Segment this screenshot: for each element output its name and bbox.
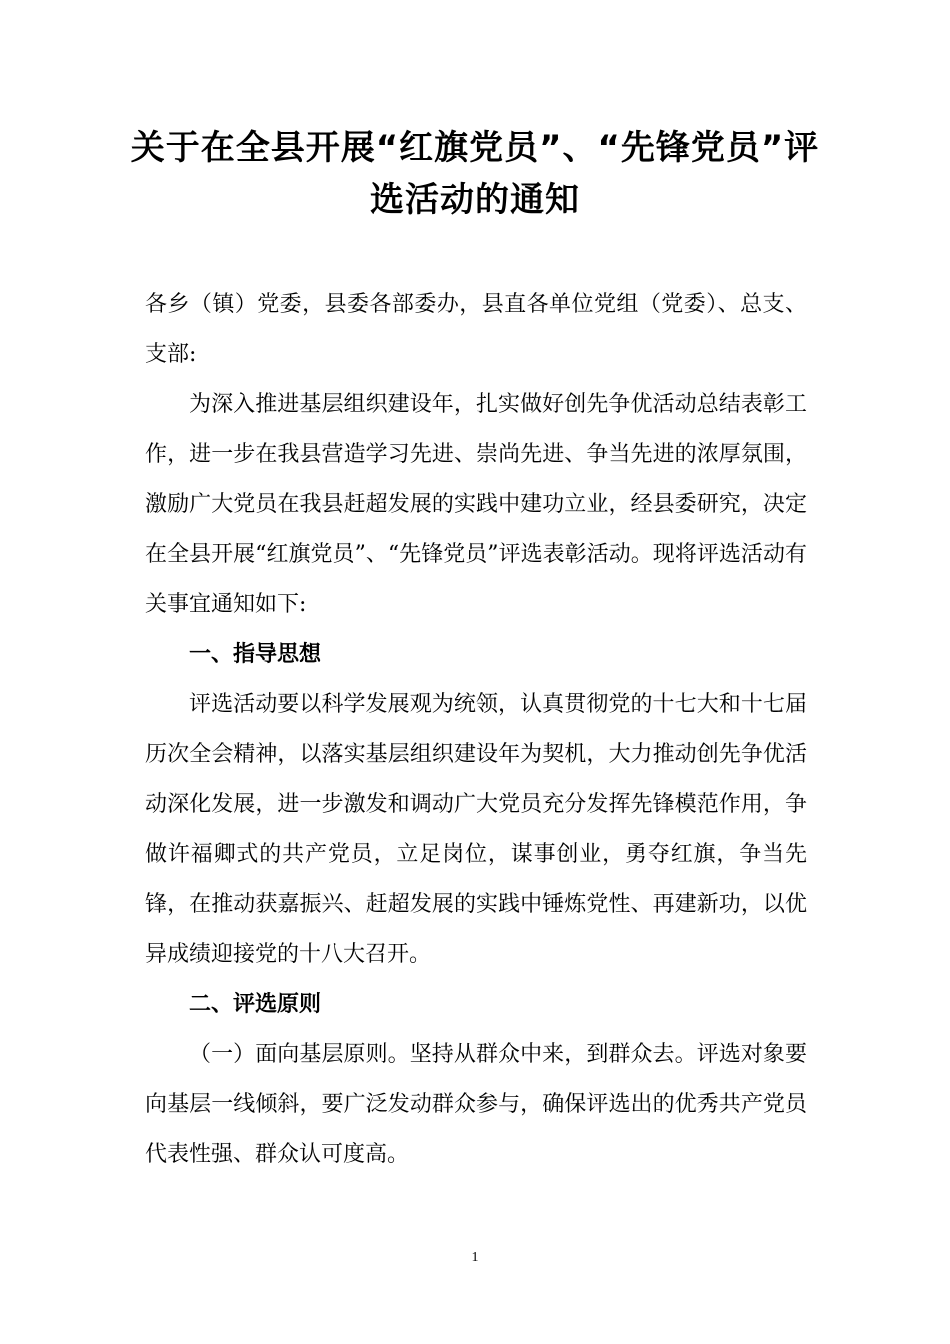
addressee-paragraph: 各乡（镇）党委，县委各部委办，县直各单位党组（党委）、总支、支部: [145, 292, 807, 367]
section-heading-selection-principles: 二、评选原则 [189, 992, 322, 1017]
document-body [145, 280, 807, 1180]
intro-paragraph: 为深入推进基层组织建设年，扎实做好创先争优活动总结表彰工作，进一步在我县营造学习先进、崇尚先进、争当先进的浓厚氛围，激励广大党员在我县赶超发展的实践中建功立业，经县委研究，决定在全县开展“红旗党员”、“先锋党员”评选表彰活动。现将评选活动有关事宜通知如下: [145, 392, 807, 617]
section-heading-guiding-ideology: 一、指导思想 [189, 642, 322, 667]
guiding-ideology-paragraph: 评选活动要以科学发展观为统领，认真贯彻党的十七大和十七届历次全会精神，以落实基层组织建设年为契机，大力推动创先争优活动深化发展，进一步激发和调动广大党员充分发挥先锋模范作用，争做许福卿式的共产党员，立足岗位，谋事创业，勇夺红旗，争当先锋，在推动获嘉振兴、赶超发展的实践中锤炼党性、再建新功，以优异成绩迎接党的十八大召开。 [145, 692, 807, 967]
principle-item-1-paragraph: （一）面向基层原则。坚持从群众中来，到群众去。评选对象要向基层一线倾斜，要广泛发动群众参与，确保评选出的优秀共产党员代表性强、群众认可度高。 [145, 1042, 807, 1167]
page-number: 1 [471, 1250, 479, 1265]
document-title: 关于在全县开展“红旗党员”、“先锋党员”评选活动的通知 [130, 128, 820, 220]
